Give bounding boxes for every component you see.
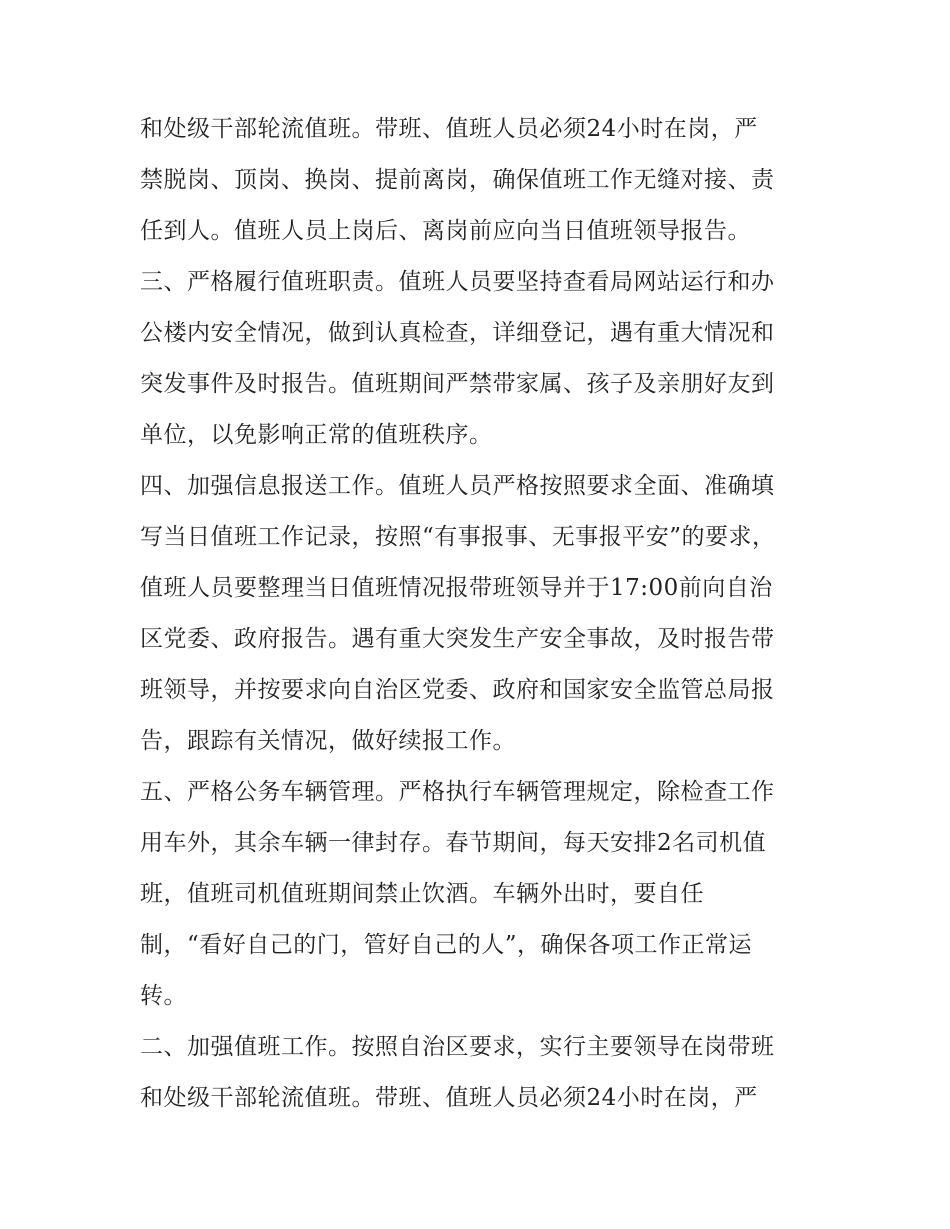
text-line-14: 五、严格公务车辆管理。严格执行车辆管理规定，除检查工作 (140, 779, 775, 805)
text-line-20: 和处级干部轮流值班。带班、值班人员必须24小时在岗，严 (140, 1085, 758, 1111)
text-line-11: 区党委、政府报告。遇有重大突发生产安全事故，及时报告带 (140, 626, 775, 652)
text-line-2: 禁脱岗、顶岗、换岗、提前离岗，确保值班工作无缝对接、责 (140, 167, 775, 193)
text-line-5: 公楼内安全情况，做到认真检查，详细登记，遇有重大情况和 (140, 320, 775, 346)
text-line-19: 二、加强值班工作。按照自治区要求，实行主要领导在岗带班 (140, 1034, 775, 1060)
text-line-12: 班领导，并按要求向自治区党委、政府和国家安全监管总局报 (140, 677, 775, 703)
text-line-18: 转。 (140, 983, 187, 1009)
text-line-10: 值班人员要整理当日值班情况报带班领导并于17:00前向自治 (140, 575, 773, 601)
text-line-6: 突发事件及时报告。值班期间严禁带家属、孩子及亲朋好友到 (140, 371, 775, 397)
document-body (140, 104, 820, 1124)
text-line-7: 单位，以免影响正常的值班秩序。 (140, 422, 493, 448)
text-line-8: 四、加强信息报送工作。值班人员严格按照要求全面、准确填 (140, 473, 775, 499)
text-line-9: 写当日值班工作记录，按照“有事报事、无事报平安”的要求， (140, 524, 776, 550)
text-line-17: 制，“看好自己的门，管好自己的人”，确保各项工作正常运 (140, 932, 753, 958)
text-line-4: 三、严格履行值班职责。值班人员要坚持查看局网站运行和办 (140, 269, 775, 295)
text-line-13: 告，跟踪有关情况，做好续报工作。 (140, 728, 516, 754)
text-line-15: 用车外，其余车辆一律封存。春节期间，每天安排2名司机值 (140, 830, 767, 856)
text-line-3: 任到人。值班人员上岗后、离岗前应向当日值班领导报告。 (140, 218, 751, 244)
text-line-16: 班，值班司机值班期间禁止饮酒。车辆外出时，要自任 (140, 881, 704, 907)
text-line-1: 和处级干部轮流值班。带班、值班人员必须24小时在岗，严 (140, 116, 758, 142)
